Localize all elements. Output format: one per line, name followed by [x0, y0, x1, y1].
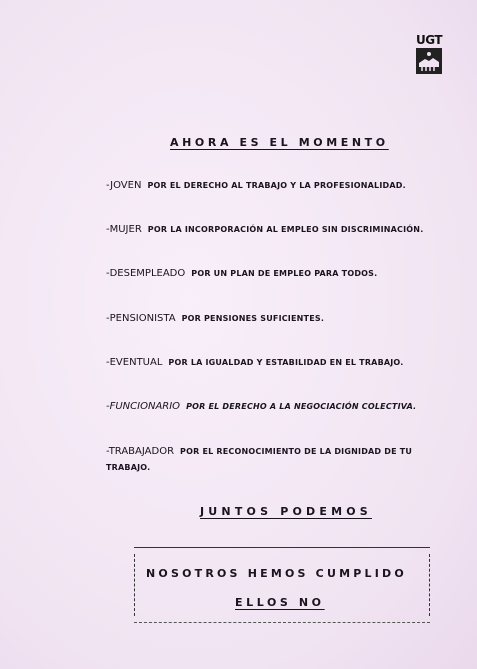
item-audience: -DESEMPLEADO	[106, 268, 186, 279]
list-item-trabajador	[106, 444, 436, 476]
item-text: POR LA INCORPORACIÓN AL EMPLEO SIN DISCRIMINACIÓN.	[147, 225, 424, 234]
handshake-icon	[416, 48, 442, 74]
item-text: POR EL DERECHO AL TRABAJO Y LA PROFESIONALIDAD.	[147, 181, 406, 190]
ugt-logo	[414, 33, 444, 77]
item-audience: -EVENTUAL	[106, 357, 163, 368]
item-audience: -PENSIONISTA	[106, 313, 176, 324]
list-item-funcionario	[106, 399, 446, 415]
item-text: POR EL RECONOCIMIENTO DE LA DIGNIDAD DE TU TRABAJO.	[106, 447, 413, 472]
statement-box	[134, 547, 430, 623]
item-text: POR UN PLAN DE EMPLEO PARA TODOS.	[191, 269, 378, 278]
item-text: POR EL DERECHO A LA NEGOCIACIÓN COLECTIVA.	[186, 402, 417, 411]
logo-text: UGT	[415, 33, 443, 47]
box-statement-line1: NOSOTROS HEMOS CUMPLIDO	[146, 567, 407, 580]
item-audience: -MUJER	[106, 224, 142, 235]
list-item-eventual	[106, 355, 446, 371]
box-right-border	[429, 554, 430, 616]
subheading: JUNTOS PODEMOS	[200, 505, 372, 518]
item-text: POR PENSIONES SUFICIENTES.	[181, 314, 325, 323]
item-text: POR LA IGUALDAD Y ESTABILIDAD EN EL TRABAJO.	[168, 358, 404, 367]
list-item-pensionista	[106, 311, 446, 327]
box-left-border	[134, 554, 135, 616]
item-audience: -TRABAJADOR	[106, 446, 175, 457]
item-audience: -JOVEN	[106, 180, 142, 191]
list-item-joven	[106, 178, 446, 194]
list-item-mujer	[106, 222, 446, 238]
headline: AHORA ES EL MOMENTO	[170, 136, 389, 149]
list-item-desempleado	[106, 266, 446, 282]
item-audience: -FUNCIONARIO	[106, 401, 181, 412]
box-statement-line2: ELLOS NO	[235, 596, 325, 609]
